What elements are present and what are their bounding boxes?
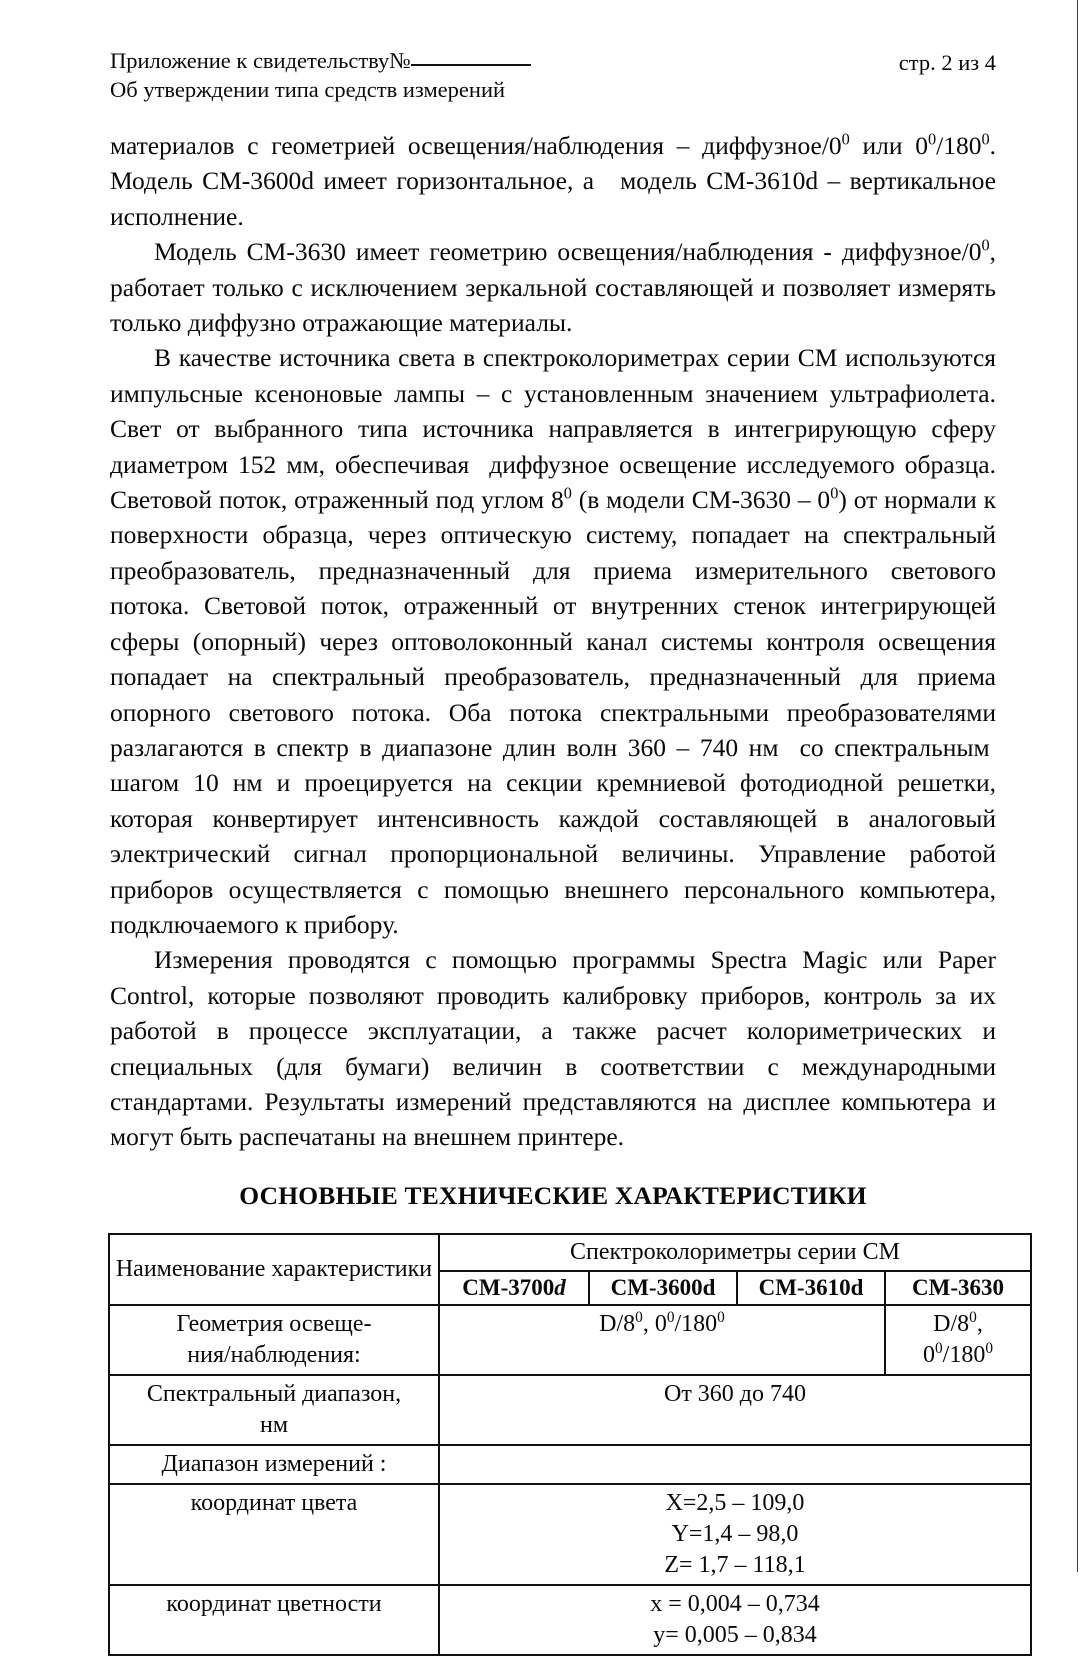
sup-degree: 0 — [841, 129, 850, 149]
table-header-row-1 — [109, 1234, 1031, 1271]
header-appendix-line — [110, 46, 750, 75]
header-series-group: Спектроколориметры серии СМ — [439, 1234, 1031, 1271]
row-label-geometry: Геометрия освеще- ния/наблюдения: — [109, 1305, 439, 1375]
paragraph-1: материалов с геометрией освещения/наблюдения – диффузное/$0^0$ или $0^0/180^0$. Модель СМ-3600d имеет горизонтальное, а модель СМ-3610d – вертикальное исполнение. — [110, 129, 996, 231]
table-row — [109, 1305, 1031, 1375]
sup-degree: 0 — [985, 1339, 994, 1357]
sup-degree: 0 — [717, 1308, 725, 1326]
paragraph-4: Измерения проводятся с помощью программы Spectra Magic или Paper Control, которые позволяют проводить калибровку приборов, контроль за их работой в процессе эксплуатации, а также расчет колориметрических и специальных (для бумаги) величин в соответствии с международными стандартами. Результаты измерений представляются на дисплее компьютера и могут быть распечатаны на внешнем принтере. — [110, 945, 996, 1152]
sup-degree: 0 — [981, 129, 990, 149]
value-line: X=2,5 – 109,0 — [665, 1489, 805, 1516]
spec-table-wrapper — [110, 1233, 1004, 1656]
row-label-measurement-range: Диапазон измерений : — [109, 1445, 439, 1484]
sup-degree: 0 — [635, 1308, 643, 1326]
table-body — [109, 1305, 1031, 1655]
sup-degree: 0 — [666, 1308, 675, 1326]
cell-color-coordinates — [439, 1484, 1031, 1585]
sup-degree: 0 — [981, 235, 990, 255]
cell-measurement-range-empty — [439, 1445, 1031, 1484]
sup-degree: 0 — [969, 1308, 977, 1326]
section-heading: ОСНОВНЫЕ ТЕХНИЧЕСКИЕ ХАРАКТЕРИСТИКИ — [239, 1180, 867, 1210]
cell-geometry-cm3630: $D/8^0$, $0^0/180^0$ — [885, 1305, 1031, 1375]
page-content — [110, 46, 1004, 1656]
italic-d-glyph: d — [554, 1274, 566, 1300]
sup-degree: 0 — [830, 483, 839, 503]
table-row — [109, 1445, 1031, 1484]
table-head — [109, 1234, 1031, 1305]
scan-edge-line — [1077, 0, 1078, 1572]
header-subtitle: Об утверждении типа средств измерений — [110, 77, 506, 102]
value-line: Z= 1,7 – 118,1 — [664, 1551, 806, 1578]
header-model-cm3630: СМ-3630 — [885, 1271, 1031, 1305]
value-line: y= 0,005 – 0,834 — [653, 1621, 817, 1648]
certificate-number-blank — [411, 64, 531, 66]
header-model-cm3610d: СМ-3610d — [737, 1271, 885, 1305]
header-characteristic-name: Наименование характеристики — [109, 1234, 439, 1305]
row-label-chromaticity-coordinates: координат цветности — [109, 1585, 439, 1655]
document-header — [110, 46, 996, 108]
row-label-spectral-range: Спектральный диапазон, нм — [109, 1375, 439, 1445]
header-model-cm3600d: СМ-3600d — [589, 1271, 737, 1305]
header-left-block — [110, 46, 750, 104]
header-appendix-label: Приложение к свидетельству№ — [110, 48, 411, 73]
paragraph-2: Модель СМ-3630 имеет геометрию освещения/наблюдения - диффузное/$0^0$, работает только с исключением зеркальной составляющей и позволяет измерять только диффузно отражающие материалы. — [110, 235, 996, 338]
sup-degree: 0 — [563, 483, 572, 503]
table-row — [109, 1375, 1031, 1445]
page-indicator: стр. 2 из 4 — [898, 50, 996, 75]
body-text — [110, 128, 996, 1155]
table-row — [109, 1484, 1031, 1585]
sup-degree: 0 — [927, 129, 937, 149]
specifications-table — [108, 1233, 1032, 1656]
cell-spectral-range: От 360 до 740 — [439, 1375, 1031, 1445]
cell-chromaticity-coordinates — [439, 1585, 1031, 1655]
value-line: Y=1,4 – 98,0 — [671, 1520, 799, 1547]
row-label-color-coordinates: координат цвета — [109, 1484, 439, 1585]
table-row — [109, 1585, 1031, 1655]
paragraph-3: В качестве источника света в спектроколориметрах серии СМ используются импульсные ксеноновые лампы – с установленным значением ультрафиолета. Свет от выбранного типа источника направляется в интегрирующую сферу диаметром 152 мм, обеспечивая диффузное освещение исследуемого образца. Световой поток, отраженный под углом $8^0$ (в модели $СМ-3630 - 0^0$) от нормали к поверхности образца, через оптическую систему, попадает на спектральный преобразователь, предназначенный для приема измерительного светового потока. Световой поток, отраженный от внутренних стенок интегрирующей сферы (опорный) через оптоволоконный канал системы контроля освещения попадает на спектральный преобразователь, предназначенный для приема опорного светового потока. Оба потока спектральными преобразователями разлагаются в спектр в диапазоне длин волн 360 – 740 нм со спектральным шагом 10 нм и проецируется на секции кремниевой фотодиодной решетки, которая конвертирует интенсивность каждой составляющей в аналоговый электрический сигнал пропорциональной величины. Управление работой приборов осуществляется с помощью внешнего персонального компьютера, подключаемого к прибору. — [110, 343, 996, 939]
sup-degree: 0 — [934, 1339, 943, 1357]
cell-geometry-span: $D/8^0$, $0^0/180^0$ — [439, 1305, 885, 1375]
value-line: x = 0,004 – 0,734 — [650, 1590, 820, 1617]
header-model-cm3700d: СМ-3700d — [439, 1271, 589, 1305]
